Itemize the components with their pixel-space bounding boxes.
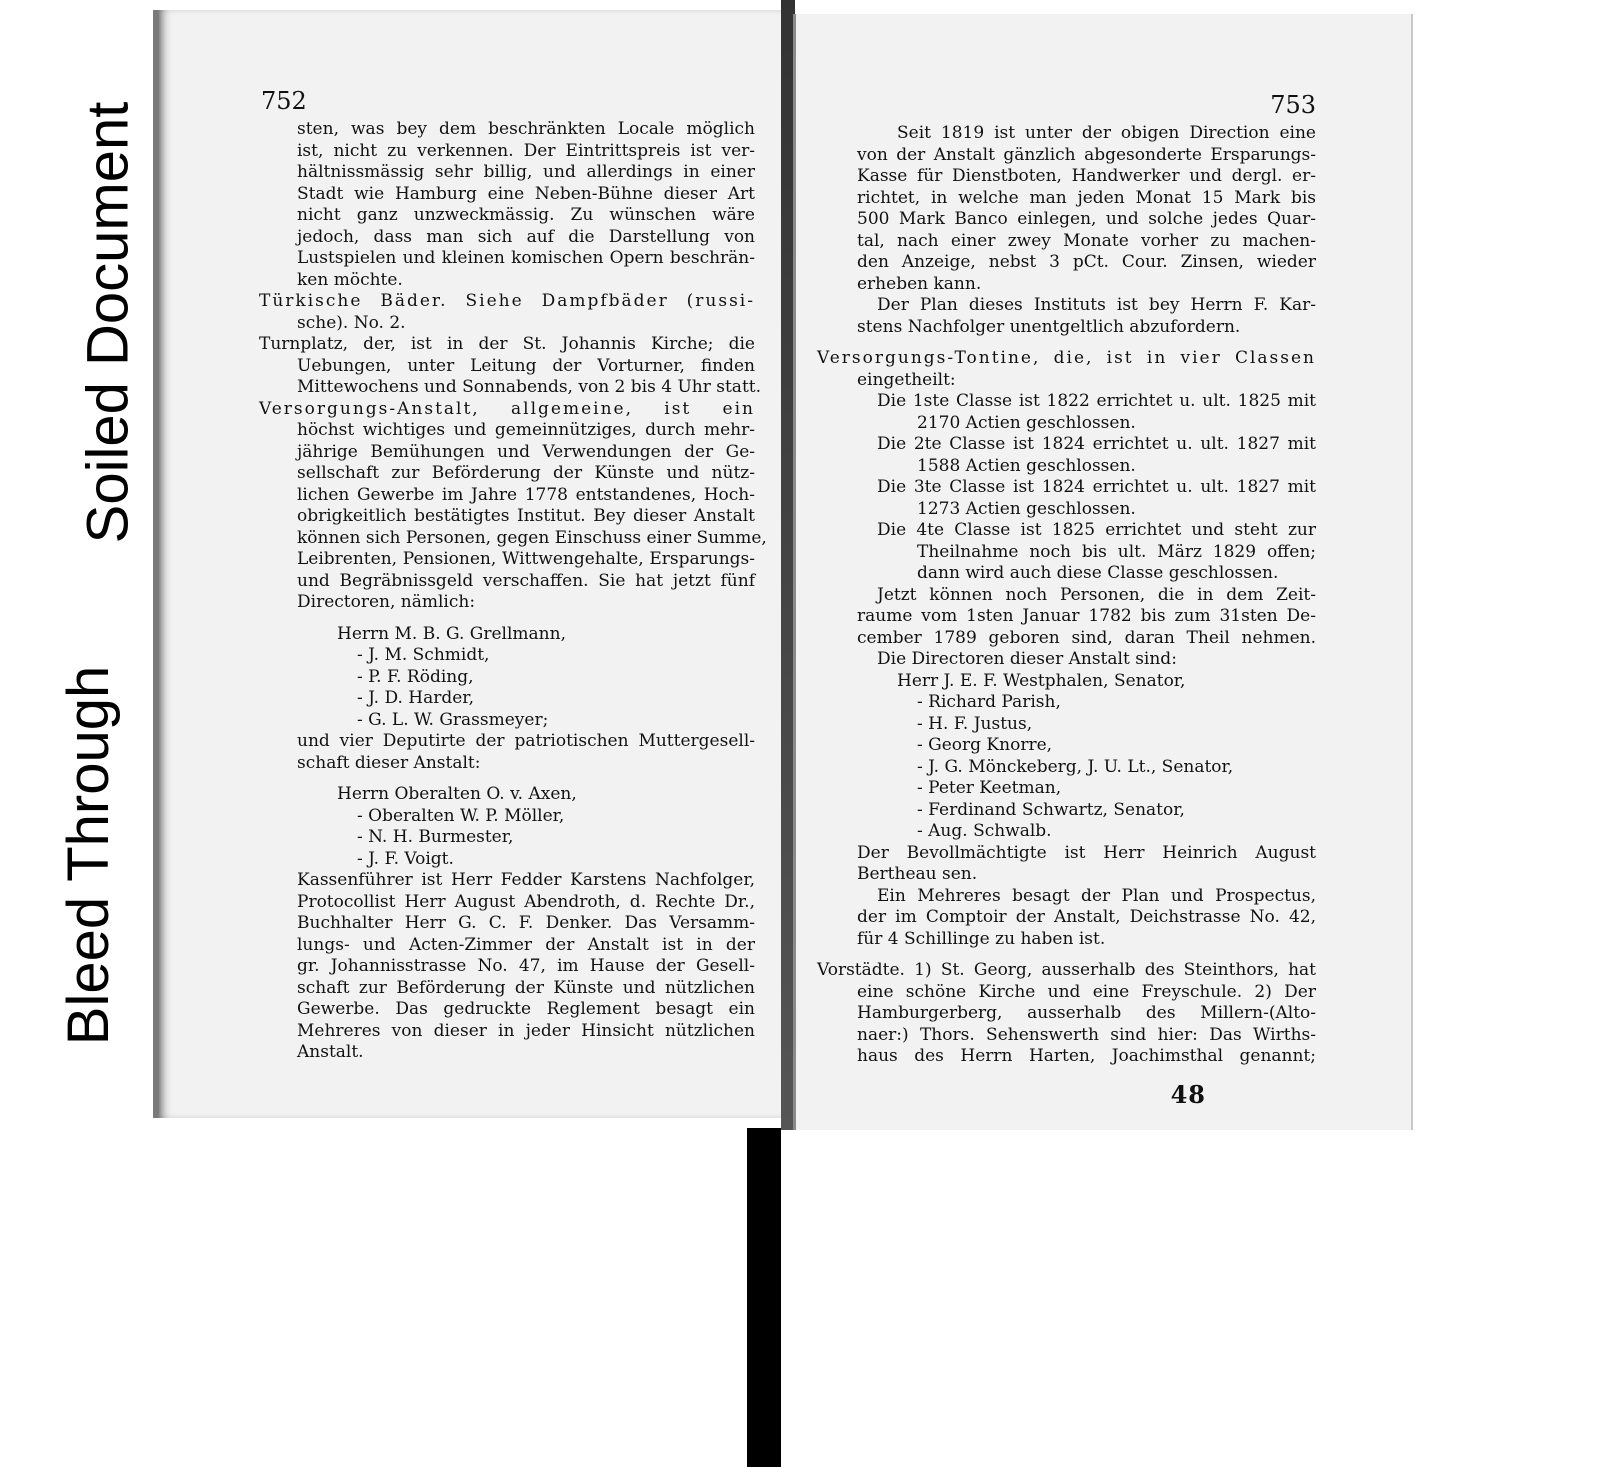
text-line: Herr J. E. F. Westphalen, Senator, <box>897 670 1186 691</box>
text-line: dann wird auch diese Classe geschlossen. <box>917 563 1279 583</box>
text-line: - Aug. Schwalb. <box>917 821 1052 841</box>
text-line: für 4 Schillinge zu haben ist. <box>857 928 1106 949</box>
text-line: Leibrenten, Pensionen, Wittwengehalte, Ersparungs- <box>297 549 755 569</box>
text-line: gr. Johannisstrasse No. 47, im Hause der Gesell- <box>297 956 755 976</box>
text-line: Die 4te Classe ist 1825 errichtet und steht zur <box>877 520 1316 540</box>
text-line: Mehreres von dieser in jeder Hinsicht nützlichen <box>297 1020 755 1041</box>
text-line: Lustspielen und kleinen komischen Opern beschrän- <box>297 248 755 268</box>
text-line: Protocollist Herr August Abendroth, d. Rechte Dr., <box>297 891 755 912</box>
right-page-text <box>817 123 1316 1068</box>
paragraph-gap <box>259 774 755 784</box>
text-line: sellschaft zur Beförderung der Künste und nütz- <box>297 463 755 483</box>
text-line: Jetzt können noch Personen, die in dem Zeit- <box>877 584 1316 605</box>
book-spine <box>747 1128 781 1467</box>
text-line: Die 3te Classe ist 1824 errichtet u. ult. 1827 mit <box>877 477 1316 497</box>
text-line: sten, was bey dem beschränkten Locale möglich <box>297 119 755 139</box>
paragraph-gap <box>817 338 1316 348</box>
paragraph-gap <box>817 950 1316 960</box>
right-page <box>793 14 1413 1130</box>
text-line: Anstalt. <box>297 1042 364 1062</box>
text-line: Die 1ste Classe ist 1822 errichtet u. ult. 1825 mit <box>877 391 1316 411</box>
text-line: nicht ganz unzweckmässig. Zu wünschen wäre <box>297 205 755 225</box>
text-line: und Begräbnissgeld verschaffen. Sie hat jetzt fünf <box>297 570 755 591</box>
text-line: - Peter Keetman, <box>917 778 1062 798</box>
text-line: Kasse für Dienstboten, Handwerker und dergl. er- <box>857 166 1316 186</box>
bleed-through-label <box>24 620 154 1090</box>
text-line: ist, nicht zu verkennen. Der Eintrittspreis ist ver- <box>297 140 755 161</box>
text-line: schaft zur Beförderung der Künste und nützlichen <box>297 977 755 998</box>
bleed-through-text: Bleed Through <box>56 665 122 1045</box>
text-line: können sich Personen, gegen Einschuss einer Summe, <box>297 527 767 548</box>
text-line: höchst wichtiges und gemeinnütziges, durch mehr- <box>297 420 755 440</box>
text-line: - Ferdinand Schwartz, Senator, <box>917 799 1185 820</box>
text-line: Buchhalter Herr G. C. F. Denker. Das Versamm- <box>297 913 755 933</box>
text-line: raume vom 1sten Januar 1782 bis zum 31sten De- <box>857 606 1316 626</box>
text-line: 1273 Actien geschlossen. <box>917 498 1136 519</box>
text-line: Herrn M. B. G. Grellmann, <box>337 623 566 644</box>
text-line: - Georg Knorre, <box>917 735 1053 755</box>
text-line: naer:) Thors. Sehenswerth sind hier: Das Wirths- <box>857 1024 1316 1045</box>
text-line: Hamburgerberg, ausserhalb des Millern-(Alto- <box>857 1003 1316 1023</box>
text-line: - J. G. Mönckeberg, J. U. Lt., Senator, <box>917 756 1234 777</box>
text-line: obrigkeitlich bestätigtes Institut. Bey dieser Anstalt <box>297 506 755 526</box>
text-line: 2170 Actien geschlossen. <box>917 412 1136 433</box>
text-line: eingetheilt: <box>857 369 956 390</box>
text-line: Seit 1819 ist unter der obigen Direction eine <box>897 123 1316 143</box>
text-line: erheben kann. <box>857 273 982 294</box>
text-line: Theilnahme noch bis ult. März 1829 offen; <box>917 541 1316 562</box>
text-line: Stadt wie Hamburg eine Neben-Bühne dieser Art <box>297 183 755 204</box>
text-line: Der Plan dieses Instituts ist bey Herrn F. Kar- <box>877 295 1316 315</box>
text-line: - J. M. Schmidt, <box>357 645 490 665</box>
text-line: Mittewochens und Sonnabends, von 2 bis 4 Uhr statt. <box>297 377 762 397</box>
text-line: schaft dieser Anstalt: <box>297 752 481 773</box>
text-line: - Richard Parish, <box>917 692 1061 712</box>
text-line: jährige Bemühungen und Verwendungen der Ge- <box>297 441 755 462</box>
text-line: 500 Mark Banco einlegen, und solche jedes Quar- <box>857 209 1316 229</box>
left-page-number: 752 <box>261 87 307 115</box>
text-line: der im Comptoir der Anstalt, Deichstrasse No. 42, <box>857 907 1316 927</box>
text-line: - N. H. Burmester, <box>357 827 514 847</box>
text-line: Directoren, nämlich: <box>297 592 476 612</box>
text-line: jedoch, dass man sich auf die Darstellung von <box>297 226 755 247</box>
text-line: 1588 Actien geschlossen. <box>917 455 1136 476</box>
text-line: - J. F. Voigt. <box>357 848 454 869</box>
text-line: Turnplatz, der, ist in der St. Johannis Kirche; die <box>259 334 755 354</box>
text-line: stens Nachfolger unentgeltlich abzufordern. <box>857 316 1241 337</box>
text-line: Uebungen, unter Leitung der Vorturner, finden <box>297 355 755 376</box>
text-line: Kassenführer ist Herr Fedder Karstens Nachfolger, <box>297 870 755 890</box>
text-line: den Anzeige, nebst 3 pCt. Cour. Zinsen, wieder <box>857 252 1316 272</box>
text-line: von der Anstalt gänzlich abgesonderte Ersparungs- <box>857 144 1316 165</box>
text-line: tal, nach einer zwey Monate vorher zu machen- <box>857 230 1316 251</box>
text-line: lungs- und Acten-Zimmer der Anstalt ist in der <box>297 934 755 955</box>
text-line: ken möchte. <box>297 269 403 290</box>
text-line: Versorgungs-Tontine, die, ist in vier Classen <box>817 348 1316 368</box>
text-line: - G. L. W. Grassmeyer; <box>357 709 549 730</box>
text-line: Der Bevollmächtigte ist Herr Heinrich August <box>857 842 1316 863</box>
text-line: Bertheau sen. <box>857 864 978 884</box>
left-page-text <box>259 119 767 1064</box>
text-line: richtet, in welche man jeden Monat 15 Mark bis <box>857 187 1316 208</box>
text-line: Ein Mehreres besagt der Plan und Prospectus, <box>877 885 1316 906</box>
text-line: - P. F. Röding, <box>357 666 474 687</box>
paragraph-gap <box>259 614 755 624</box>
text-line: und vier Deputirte der patriotischen Muttergesell- <box>297 731 755 751</box>
right-page-number: 753 <box>1270 91 1316 119</box>
text-line: Die 2te Classe ist 1824 errichtet u. ult. 1827 mit <box>877 434 1316 454</box>
soiled-document-text: Soiled Document <box>75 101 141 543</box>
text-line: lichen Gewerbe im Jahre 1778 entstandenes, Hoch- <box>297 484 755 505</box>
text-line: haus des Herrn Harten, Joachimsthal genannt; <box>857 1046 1316 1066</box>
text-line: hältnissmässig sehr billig, und allerdings in einer <box>297 162 755 182</box>
soiled-document-label <box>62 52 154 592</box>
text-line: eine schöne Kirche und eine Freyschule. 2) Der <box>857 981 1316 1002</box>
text-line: Gewerbe. Das gedruckte Reglement besagt ein <box>297 999 755 1019</box>
text-line: Türkische Bäder. Siehe Dampfbäder (russi- <box>259 291 755 311</box>
text-line: Versorgungs-Anstalt, allgemeine, ist ein <box>259 398 755 419</box>
signature-mark: 48 <box>1170 1079 1206 1109</box>
text-line: Die Directoren dieser Anstalt sind: <box>877 649 1177 669</box>
left-page <box>153 10 783 1118</box>
text-line: - H. F. Justus, <box>917 713 1033 734</box>
text-line: sche). No. 2. <box>297 312 406 333</box>
text-line: - Oberalten W. P. Möller, <box>357 805 565 826</box>
text-line: Vorstädte. 1) St. Georg, ausserhalb des Steinthors, hat <box>817 960 1316 980</box>
text-line: Herrn Oberalten O. v. Axen, <box>337 784 577 804</box>
text-line: - J. D. Harder, <box>357 688 474 708</box>
text-line: cember 1789 geboren sind, daran Theil nehmen. <box>857 627 1316 648</box>
